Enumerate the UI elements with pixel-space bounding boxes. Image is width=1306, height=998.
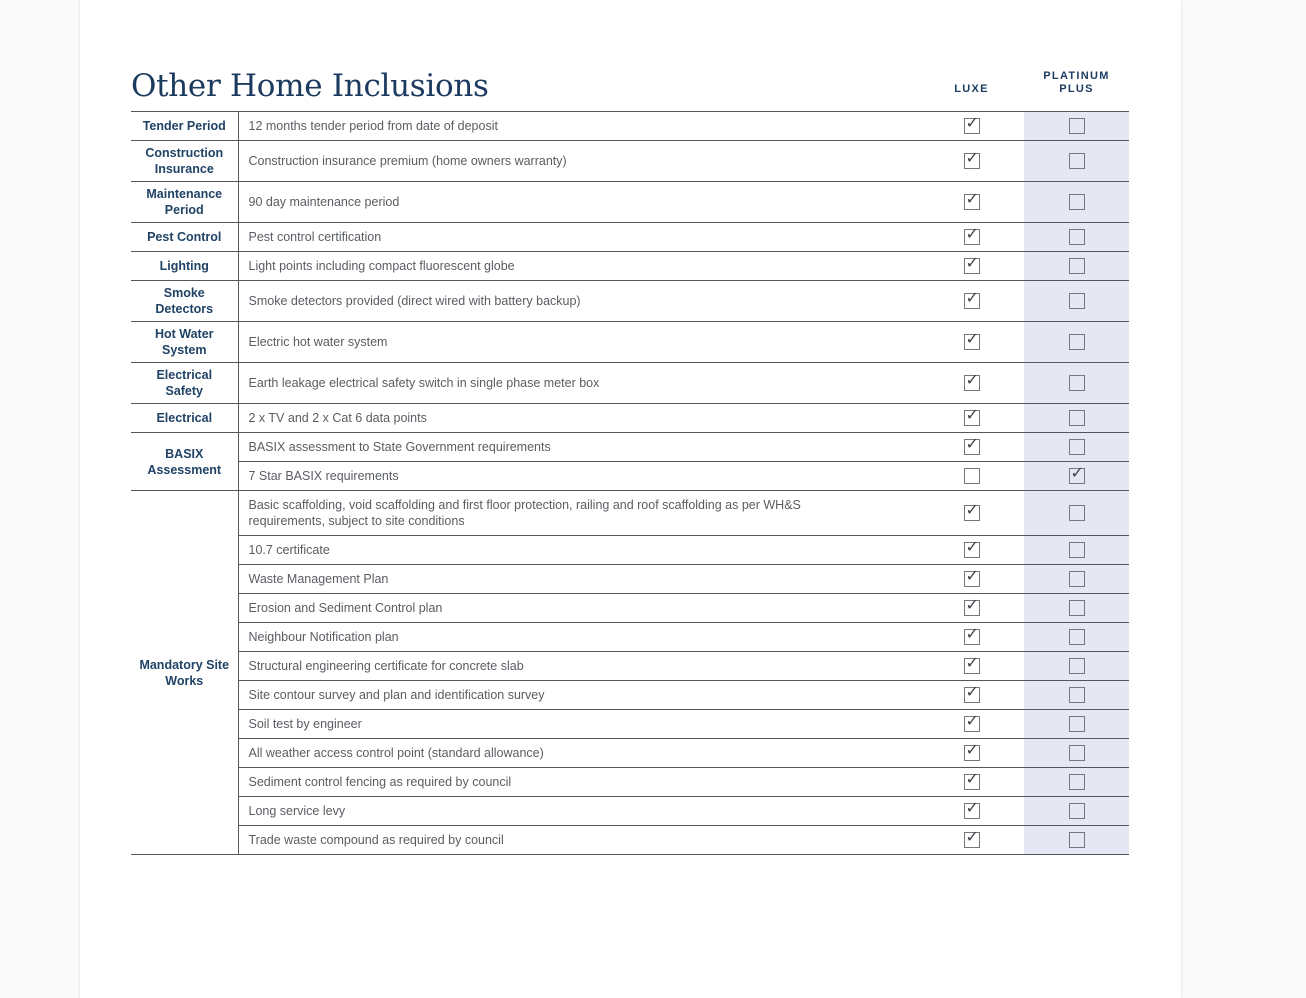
table-row <box>131 491 1129 536</box>
description-cell: Electric hot water system <box>238 322 919 363</box>
table-row <box>131 404 1129 433</box>
description-cell: 90 day maintenance period <box>238 182 919 223</box>
checkbox-empty-icon[interactable] <box>1069 600 1085 616</box>
checkbox-checked-icon[interactable] <box>964 410 980 426</box>
luxe-cell <box>919 491 1024 536</box>
page-content <box>80 0 1181 855</box>
table-row <box>131 739 1129 768</box>
checkbox-empty-icon[interactable] <box>1069 118 1085 134</box>
checkbox-empty-icon[interactable] <box>964 468 980 484</box>
description-cell: Construction insurance premium (home owners warranty) <box>238 141 919 182</box>
platinum-cell <box>1024 404 1129 433</box>
checkbox-empty-icon[interactable] <box>1069 194 1085 210</box>
table-row <box>131 652 1129 681</box>
platinum-cell <box>1024 363 1129 404</box>
luxe-cell <box>919 768 1024 797</box>
checkbox-checked-icon[interactable] <box>964 745 980 761</box>
category-cell: Electrical <box>131 404 238 433</box>
checkbox-checked-icon[interactable] <box>964 774 980 790</box>
checkbox-checked-icon[interactable] <box>964 716 980 732</box>
luxe-cell <box>919 826 1024 855</box>
category-cell: Hot Water System <box>131 322 238 363</box>
table-row <box>131 281 1129 322</box>
description-cell: BASIX assessment to State Government requirements <box>238 433 919 462</box>
platinum-cell <box>1024 252 1129 281</box>
luxe-cell <box>919 322 1024 363</box>
platinum-cell <box>1024 536 1129 565</box>
checkbox-empty-icon[interactable] <box>1069 153 1085 169</box>
description-cell: Erosion and Sediment Control plan <box>238 594 919 623</box>
checkbox-checked-icon[interactable] <box>1069 468 1085 484</box>
description-cell: Smoke detectors provided (direct wired with battery backup) <box>238 281 919 322</box>
table-row <box>131 433 1129 462</box>
description-cell: 2 x TV and 2 x Cat 6 data points <box>238 404 919 433</box>
platinum-cell <box>1024 462 1129 491</box>
luxe-cell <box>919 404 1024 433</box>
luxe-cell <box>919 112 1024 141</box>
table-header <box>131 50 1129 112</box>
table-row <box>131 363 1129 404</box>
checkbox-empty-icon[interactable] <box>1069 745 1085 761</box>
checkbox-checked-icon[interactable] <box>964 803 980 819</box>
checkbox-checked-icon[interactable] <box>964 571 980 587</box>
description-cell: Structural engineering certificate for concrete slab <box>238 652 919 681</box>
platinum-cell <box>1024 623 1129 652</box>
table-row <box>131 223 1129 252</box>
table-row <box>131 322 1129 363</box>
description-cell: Basic scaffolding, void scaffolding and first floor protection, railing and roof scaffolding as per WH&S requirements, subject to site conditions <box>238 491 919 536</box>
category-cell: Tender Period <box>131 112 238 141</box>
description-cell: Neighbour Notification plan <box>238 623 919 652</box>
table-row <box>131 565 1129 594</box>
checkbox-empty-icon[interactable] <box>1069 571 1085 587</box>
checkbox-empty-icon[interactable] <box>1069 439 1085 455</box>
luxe-cell <box>919 433 1024 462</box>
checkbox-empty-icon[interactable] <box>1069 832 1085 848</box>
platinum-cell <box>1024 594 1129 623</box>
description-cell: Earth leakage electrical safety switch in single phase meter box <box>238 363 919 404</box>
column-header-platinum-plus: PLATINUM PLUS <box>1024 50 1129 112</box>
luxe-cell <box>919 623 1024 652</box>
description-cell: All weather access control point (standard allowance) <box>238 739 919 768</box>
luxe-cell <box>919 141 1024 182</box>
document-page <box>79 0 1182 998</box>
checkbox-empty-icon[interactable] <box>1069 716 1085 732</box>
checkbox-checked-icon[interactable] <box>964 334 980 350</box>
checkbox-empty-icon[interactable] <box>1069 629 1085 645</box>
luxe-cell <box>919 681 1024 710</box>
inclusions-table <box>131 50 1129 855</box>
table-row <box>131 141 1129 182</box>
checkbox-checked-icon[interactable] <box>964 505 980 521</box>
checkbox-empty-icon[interactable] <box>1069 505 1085 521</box>
platinum-cell <box>1024 141 1129 182</box>
description-cell: Soil test by engineer <box>238 710 919 739</box>
checkbox-empty-icon[interactable] <box>1069 774 1085 790</box>
luxe-cell <box>919 536 1024 565</box>
table-row <box>131 182 1129 223</box>
checkbox-empty-icon[interactable] <box>1069 258 1085 274</box>
checkbox-checked-icon[interactable] <box>964 542 980 558</box>
page-title: Other Home Inclusions <box>131 50 919 112</box>
table-row <box>131 826 1129 855</box>
description-cell: Sediment control fencing as required by council <box>238 768 919 797</box>
luxe-cell <box>919 739 1024 768</box>
luxe-cell <box>919 710 1024 739</box>
description-cell: 7 Star BASIX requirements <box>238 462 919 491</box>
checkbox-checked-icon[interactable] <box>964 832 980 848</box>
checkbox-checked-icon[interactable] <box>964 118 980 134</box>
checkbox-empty-icon[interactable] <box>1069 293 1085 309</box>
luxe-cell <box>919 797 1024 826</box>
luxe-cell <box>919 223 1024 252</box>
platinum-cell <box>1024 322 1129 363</box>
table-row <box>131 536 1129 565</box>
checkbox-empty-icon[interactable] <box>1069 658 1085 674</box>
checkbox-checked-icon[interactable] <box>964 687 980 703</box>
platinum-cell <box>1024 112 1129 141</box>
category-cell: Electrical Safety <box>131 363 238 404</box>
description-cell: Waste Management Plan <box>238 565 919 594</box>
luxe-cell <box>919 462 1024 491</box>
table-row <box>131 681 1129 710</box>
luxe-cell <box>919 182 1024 223</box>
luxe-cell <box>919 281 1024 322</box>
checkbox-empty-icon[interactable] <box>1069 542 1085 558</box>
table-row <box>131 462 1129 491</box>
checkbox-checked-icon[interactable] <box>964 293 980 309</box>
platinum-cell <box>1024 681 1129 710</box>
table-row <box>131 768 1129 797</box>
platinum-cell <box>1024 491 1129 536</box>
luxe-cell <box>919 252 1024 281</box>
checkbox-checked-icon[interactable] <box>964 658 980 674</box>
checkbox-checked-icon[interactable] <box>964 375 980 391</box>
checkbox-empty-icon[interactable] <box>1069 375 1085 391</box>
checkbox-checked-icon[interactable] <box>964 439 980 455</box>
description-cell: Site contour survey and plan and identification survey <box>238 681 919 710</box>
description-cell: Trade waste compound as required by council <box>238 826 919 855</box>
category-cell: Pest Control <box>131 223 238 252</box>
table-row <box>131 112 1129 141</box>
category-cell: Construction Insurance <box>131 141 238 182</box>
description-cell: Pest control certification <box>238 223 919 252</box>
checkbox-checked-icon[interactable] <box>964 153 980 169</box>
table-row <box>131 710 1129 739</box>
description-cell: 10.7 certificate <box>238 536 919 565</box>
checkbox-empty-icon[interactable] <box>1069 229 1085 245</box>
category-cell: Maintenance Period <box>131 182 238 223</box>
table-row <box>131 797 1129 826</box>
table-row <box>131 252 1129 281</box>
description-cell: Long service levy <box>238 797 919 826</box>
checkbox-checked-icon[interactable] <box>964 229 980 245</box>
checkbox-empty-icon[interactable] <box>1069 334 1085 350</box>
luxe-cell <box>919 363 1024 404</box>
platinum-cell <box>1024 433 1129 462</box>
category-cell: Mandatory Site Works <box>131 491 238 855</box>
luxe-cell <box>919 652 1024 681</box>
checkbox-checked-icon[interactable] <box>964 194 980 210</box>
platinum-cell <box>1024 281 1129 322</box>
luxe-cell <box>919 565 1024 594</box>
luxe-cell <box>919 594 1024 623</box>
table-row <box>131 623 1129 652</box>
description-cell: Light points including compact fluorescent globe <box>238 252 919 281</box>
platinum-cell <box>1024 768 1129 797</box>
platinum-cell <box>1024 797 1129 826</box>
platinum-cell <box>1024 739 1129 768</box>
platinum-cell <box>1024 710 1129 739</box>
platinum-cell <box>1024 565 1129 594</box>
checkbox-checked-icon[interactable] <box>964 629 980 645</box>
checkbox-checked-icon[interactable] <box>964 258 980 274</box>
category-cell: Smoke Detectors <box>131 281 238 322</box>
platinum-cell <box>1024 652 1129 681</box>
platinum-cell <box>1024 826 1129 855</box>
platinum-cell <box>1024 223 1129 252</box>
category-cell: Lighting <box>131 252 238 281</box>
platinum-cell <box>1024 182 1129 223</box>
category-cell: BASIX Assessment <box>131 433 238 491</box>
checkbox-empty-icon[interactable] <box>1069 687 1085 703</box>
checkbox-empty-icon[interactable] <box>1069 803 1085 819</box>
column-header-luxe: LUXE <box>919 50 1024 112</box>
table-row <box>131 594 1129 623</box>
description-cell: 12 months tender period from date of deposit <box>238 112 919 141</box>
checkbox-empty-icon[interactable] <box>1069 410 1085 426</box>
checkbox-checked-icon[interactable] <box>964 600 980 616</box>
